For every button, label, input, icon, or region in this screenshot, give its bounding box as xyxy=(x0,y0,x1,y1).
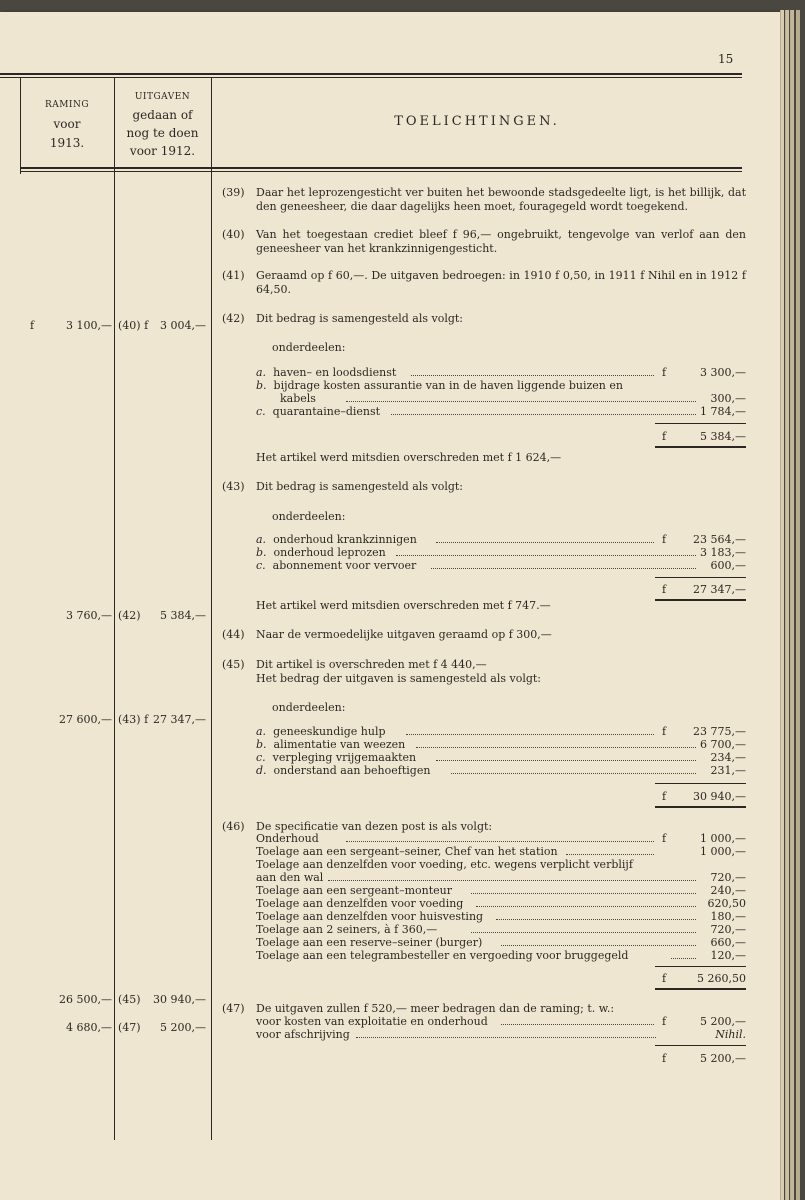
header-uitgaven-line: UITGAVEN xyxy=(134,92,191,102)
item-currency: f xyxy=(662,366,667,379)
note-text: Dit bedrag is samengesteld als volgt: xyxy=(256,312,464,325)
leader-dots xyxy=(496,919,696,920)
item-label: onderhoud leprozen xyxy=(273,546,386,559)
header-uitgaven xyxy=(114,88,211,160)
note-number: (42) xyxy=(222,312,245,325)
leader-dots xyxy=(328,880,696,881)
uitgaven-ref: (47) xyxy=(118,1021,141,1034)
note-number: (45) xyxy=(222,658,245,671)
note-text: Dit bedrag is samengesteld als volgt: xyxy=(256,480,464,493)
page-edge xyxy=(790,10,794,1200)
header-raming xyxy=(20,96,114,153)
item-label: aan den wal xyxy=(256,871,324,884)
uitgaven-ref: (40) f xyxy=(118,319,149,332)
line-item xyxy=(256,405,746,419)
line-item xyxy=(256,764,746,778)
note-41 xyxy=(222,269,746,296)
item-label: bijdrage kosten assurantie van in de haven liggende buizen en xyxy=(273,379,623,392)
item-label: Toelage aan denzelfden voor voeding, etc. wegens verplicht verblijf xyxy=(256,858,633,871)
item-amount: 660,— xyxy=(710,936,746,949)
item-amount: 240,— xyxy=(710,884,746,897)
total-amount: 5 200,— xyxy=(700,1052,746,1065)
leader-dots xyxy=(396,555,696,556)
raming-value: 27 600,— xyxy=(59,713,112,726)
line-item xyxy=(256,936,746,950)
item-label: verpleging vrijgemaakten xyxy=(272,751,417,764)
uitgaven-value: 27 347,— xyxy=(153,713,206,726)
header-uitgaven-line: nog te doen xyxy=(126,126,199,140)
note-number: (41) xyxy=(222,269,245,282)
item-label: Toelage aan een sergeant–monteur xyxy=(256,884,452,897)
uitgaven-ref: (45) xyxy=(118,993,141,1006)
uitgaven-value: 5 200,— xyxy=(160,1021,206,1034)
item-label: Toelage aan denzelfden voor voeding xyxy=(256,897,464,910)
total-currency: f xyxy=(662,583,667,596)
header-raming-line: RAMING xyxy=(44,100,90,110)
note-text: Van het toegestaan crediet bleef f 96,— ongebruikt, tengevolge van verlof aan den geneesheer van het krankzinnigengesticht. xyxy=(256,228,746,255)
note-44 xyxy=(222,628,746,642)
note-43 xyxy=(222,480,746,494)
header-raming-line: 1913. xyxy=(49,136,85,150)
total-rule xyxy=(655,806,746,808)
item-amount: 720,— xyxy=(710,871,746,884)
note-text: De uitgaven zullen f 520,— meer bedragen dan de raming; t. w.: xyxy=(256,1002,615,1015)
item-amount: 231,— xyxy=(710,764,746,777)
note-number: (40) xyxy=(222,228,245,241)
note-40 xyxy=(222,228,746,255)
item-currency: f xyxy=(662,1015,667,1028)
item-letter: a. xyxy=(256,366,267,379)
total-amount: 27 347,— xyxy=(693,583,746,596)
line-item xyxy=(256,751,746,765)
item-amount: 720,— xyxy=(710,923,746,936)
item-label: abonnement voor vervoer xyxy=(272,559,417,572)
line-item xyxy=(256,832,746,846)
note-number: (46) xyxy=(222,820,245,833)
total-line xyxy=(256,972,746,986)
item-label: Toelage aan denzelfden voor huisvesting xyxy=(256,910,484,923)
leader-dots xyxy=(451,773,696,774)
header-raming-line: voor xyxy=(53,117,81,131)
column-rule xyxy=(211,78,212,1140)
page-edge xyxy=(796,10,800,1200)
page-edge xyxy=(780,10,784,1200)
line-item xyxy=(256,546,746,560)
item-amount: 180,— xyxy=(710,910,746,923)
item-amount: 120,— xyxy=(710,949,746,962)
column-rule xyxy=(114,78,115,1140)
item-label: onderstand aan behoeftigen xyxy=(273,764,431,777)
subheading: onderdeelen: xyxy=(272,701,346,714)
leader-dots xyxy=(411,375,654,376)
line-item xyxy=(256,366,746,380)
item-amount: 3 183,— xyxy=(700,546,746,559)
note-42 xyxy=(222,312,746,326)
line-item xyxy=(256,910,746,924)
leader-dots xyxy=(436,760,696,761)
line-item xyxy=(256,949,746,963)
leader-dots xyxy=(471,932,696,933)
line-item xyxy=(256,884,746,898)
total-amount: 5 260,50 xyxy=(697,972,746,985)
item-amount: 1 000,— xyxy=(700,832,746,845)
item-amount: 23 775,— xyxy=(693,725,746,738)
line-item xyxy=(256,923,746,937)
note-after xyxy=(256,451,746,465)
item-label: voor kosten van exploitatie en onderhoud xyxy=(256,1015,488,1028)
sum-rule xyxy=(655,1045,746,1046)
item-letter: b. xyxy=(256,379,267,392)
line-item xyxy=(256,533,746,547)
total-rule xyxy=(655,446,746,448)
item-amount: 3 300,— xyxy=(700,366,746,379)
header-uitgaven-line: gedaan of xyxy=(132,108,193,122)
leader-dots xyxy=(431,568,696,569)
top-rule xyxy=(0,73,742,75)
leader-dots xyxy=(501,945,696,946)
total-rule xyxy=(655,988,746,990)
item-amount: 23 564,— xyxy=(693,533,746,546)
header-uitgaven-line: voor 1912. xyxy=(129,144,196,158)
raming-value: 3 760,— xyxy=(66,609,112,622)
item-label: Toelage aan een sergeant–seiner, Chef van het station xyxy=(256,845,558,858)
item-label: haven– en loodsdienst xyxy=(273,366,397,379)
raming-value: 26 500,— xyxy=(59,993,112,1006)
leader-dots xyxy=(391,414,696,415)
line-item xyxy=(256,392,746,406)
line-item xyxy=(256,845,746,859)
note-text: Naar de vermoedelijke uitgaven geraamd op f 300,— xyxy=(256,628,552,641)
item-label: quarantaine–dienst xyxy=(272,405,381,418)
item-label: voor afschrijving xyxy=(256,1028,350,1041)
total-line xyxy=(256,430,746,444)
item-letter: b. xyxy=(256,738,267,751)
page-edge xyxy=(785,10,789,1200)
note-39 xyxy=(222,186,746,213)
uitgaven-value: 5 384,— xyxy=(160,609,206,622)
leader-dots xyxy=(406,734,654,735)
total-amount: 5 384,— xyxy=(700,430,746,443)
leader-dots xyxy=(346,401,696,402)
raming-value: 4 680,— xyxy=(66,1021,112,1034)
item-letter: b. xyxy=(256,546,267,559)
sum-rule xyxy=(655,423,746,424)
item-amount: 6 700,— xyxy=(700,738,746,751)
note-text: Daar het leprozengesticht ver buiten het bewoonde stadsgedeelte ligt, is het billijk, dat den geneesheer, die daar dagelijks heen moet, fouragegeld wordt toegekend. xyxy=(256,186,746,213)
uitgaven-ref: (42) xyxy=(118,609,141,622)
leader-dots xyxy=(566,854,654,855)
item-letter: c. xyxy=(256,405,266,418)
total-currency: f xyxy=(662,1052,667,1065)
item-amount: Nihil. xyxy=(715,1028,746,1041)
note-number: (44) xyxy=(222,628,245,641)
leader-dots xyxy=(416,747,696,748)
total-line xyxy=(256,790,746,804)
item-label: geneeskundige hulp xyxy=(273,725,386,738)
item-label: Toelage aan een telegrambesteller en vergoeding voor bruggegeld xyxy=(256,949,629,962)
item-amount: 1 000,— xyxy=(700,845,746,858)
note-text: De specificatie van dezen post is als volgt: xyxy=(256,820,493,833)
sum-rule xyxy=(655,783,746,784)
item-amount: 1 784,— xyxy=(700,405,746,418)
header-bottom-rule xyxy=(20,167,742,169)
uitgaven-value: 30 940,— xyxy=(153,993,206,1006)
header-toelichtingen: TOELICHTINGEN. xyxy=(394,114,560,129)
item-label: kabels xyxy=(280,392,316,405)
sum-rule xyxy=(655,966,746,967)
item-amount: 300,— xyxy=(710,392,746,405)
note-text: Geraamd op f 60,—. De uitgaven bedroegen: in 1910 f 0,50, in 1911 f Nihil en in 1912 f 64,50. xyxy=(256,269,746,296)
line-item xyxy=(256,897,746,911)
line-item xyxy=(256,871,746,885)
leader-dots xyxy=(356,1037,656,1038)
item-currency: f xyxy=(662,832,667,845)
note-number: (47) xyxy=(222,1002,245,1015)
line-item xyxy=(256,1028,746,1042)
note-number: (43) xyxy=(222,480,245,493)
total-currency: f xyxy=(662,790,667,803)
item-amount: 600,— xyxy=(710,559,746,572)
note-after-text: Het artikel werd mitsdien overschreden met f 1 624,— xyxy=(256,451,562,464)
leader-dots xyxy=(476,906,696,907)
top-rule-thin xyxy=(0,77,742,78)
note-45 xyxy=(222,658,746,685)
note-47 xyxy=(222,1002,746,1016)
item-label: onderhoud krankzinnigen xyxy=(273,533,417,546)
leader-dots xyxy=(671,958,696,959)
item-amount: 234,— xyxy=(710,751,746,764)
item-letter: c. xyxy=(256,559,266,572)
item-label: alimentatie van weezen xyxy=(273,738,406,751)
line-item xyxy=(256,559,746,573)
subheading: onderdeelen: xyxy=(272,510,346,523)
line-item xyxy=(256,858,746,872)
leader-dots xyxy=(436,542,654,543)
total-currency: f xyxy=(662,972,667,985)
total-line xyxy=(256,1052,746,1066)
item-letter: a. xyxy=(256,725,267,738)
raming-value: 3 100,— xyxy=(66,319,112,332)
item-letter: a. xyxy=(256,533,267,546)
header-bottom-rule-thin xyxy=(20,171,742,172)
leader-dots xyxy=(346,841,654,842)
item-letter: c. xyxy=(256,751,266,764)
total-amount: 30 940,— xyxy=(693,790,746,803)
line-item xyxy=(256,738,746,752)
uitgaven-ref: (43) f xyxy=(118,713,149,726)
item-label: Toelage aan 2 seiners, à f 360,— xyxy=(256,923,438,936)
item-currency: f xyxy=(662,533,667,546)
line-item xyxy=(256,725,746,739)
note-text: Het bedrag der uitgaven is samengesteld als volgt: xyxy=(256,671,542,685)
uitgaven-value: 3 004,— xyxy=(160,319,206,332)
item-amount: 5 200,— xyxy=(700,1015,746,1028)
note-text: Dit artikel is overschreden met f 4 440,— xyxy=(256,658,487,671)
total-currency: f xyxy=(662,430,667,443)
item-currency: f xyxy=(662,725,667,738)
leader-dots xyxy=(471,893,696,894)
line-item xyxy=(256,1015,746,1029)
item-amount: 620,50 xyxy=(707,897,746,910)
note-number: (39) xyxy=(222,186,245,199)
total-line xyxy=(256,583,746,597)
page-number: 15 xyxy=(718,52,734,66)
subheading: onderdeelen: xyxy=(272,341,346,354)
sum-rule xyxy=(655,577,746,578)
item-label: Onderhoud xyxy=(256,832,319,845)
item-label: Toelage aan een reserve–seiner (burger) xyxy=(256,936,483,949)
raming-prefix: f xyxy=(30,319,35,332)
note-after xyxy=(256,599,746,613)
leader-dots xyxy=(501,1024,654,1025)
note-after-text: Het artikel werd mitsdien overschreden met f 747.— xyxy=(256,599,551,612)
item-letter: d. xyxy=(256,764,267,777)
line-item xyxy=(256,379,746,393)
